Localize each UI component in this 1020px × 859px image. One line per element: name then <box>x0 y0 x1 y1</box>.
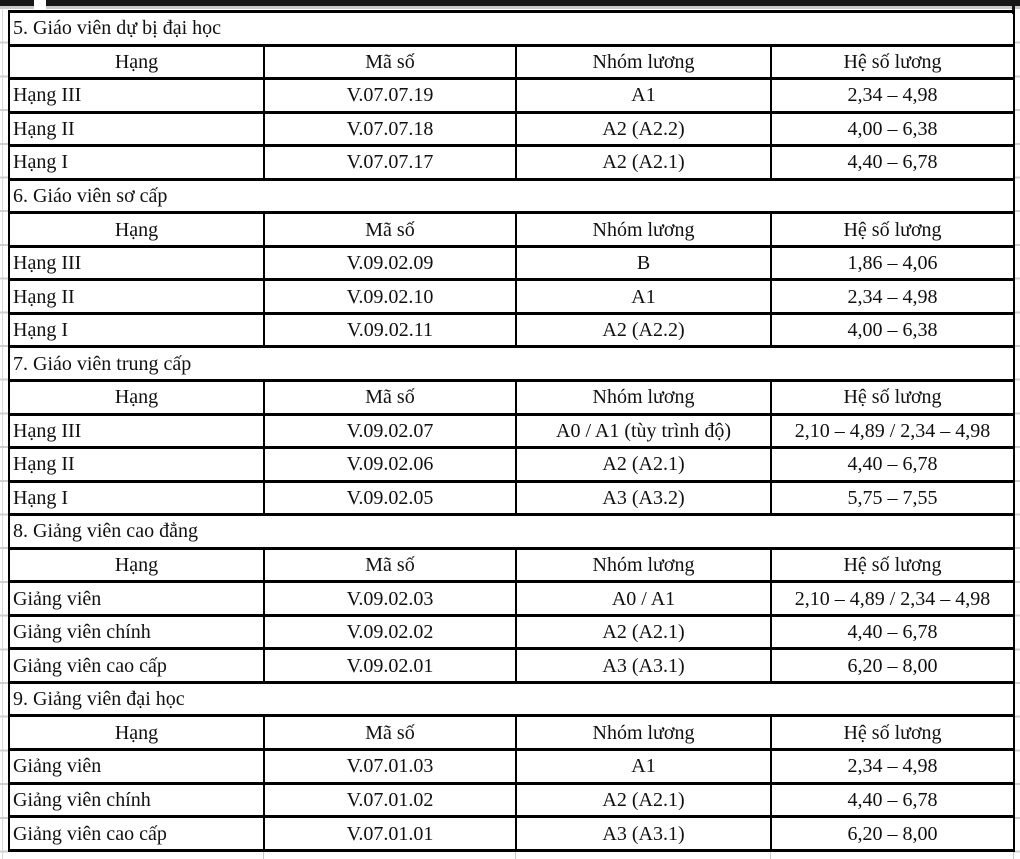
column-header-rank: Hạng <box>9 213 264 247</box>
section-title: 7. Giáo viên trung cấp <box>9 347 1014 381</box>
cell-salary-coefficient: 4,40 – 6,78 <box>771 448 1014 482</box>
column-header-salary-coefficient: Hệ số lương <box>771 213 1014 247</box>
column-header-salary-coefficient: Hệ số lương <box>771 716 1014 750</box>
cell-salary-group: A1 <box>516 280 771 314</box>
cell-salary-coefficient: 4,40 – 6,78 <box>771 783 1014 817</box>
cell-rank: Hạng II <box>9 112 264 146</box>
cell-salary-coefficient: 2,10 – 4,89 / 2,34 – 4,98 <box>771 582 1014 616</box>
top-bar-gap <box>34 0 46 9</box>
cell-code: V.09.02.11 <box>264 313 516 347</box>
cell-code: V.07.01.01 <box>264 817 516 851</box>
cell-salary-coefficient: 2,34 – 4,98 <box>771 280 1014 314</box>
faint-gridline-stub <box>263 852 264 859</box>
cell-rank: Giảng viên cao cấp <box>9 817 264 851</box>
cell-rank: Hạng III <box>9 414 264 448</box>
cell-rank: Giảng viên <box>9 582 264 616</box>
column-header-salary-group: Nhóm lương <box>516 45 771 79</box>
cell-salary-coefficient: 4,40 – 6,78 <box>771 146 1014 180</box>
cell-salary-group: A2 (A2.1) <box>516 783 771 817</box>
cell-rank: Hạng II <box>9 448 264 482</box>
section-9-header-row <box>9 716 1014 750</box>
section-title: 6. Giáo viên sơ cấp <box>9 179 1014 213</box>
cell-code: V.09.02.02 <box>264 615 516 649</box>
cell-salary-group: A2 (A2.1) <box>516 146 771 180</box>
table-row <box>9 280 1014 314</box>
section-title: 8. Giảng viên cao đẳng <box>9 515 1014 549</box>
section-7-title-row <box>9 347 1014 381</box>
section-8-header-row <box>9 548 1014 582</box>
cell-salary-group: A1 <box>516 79 771 113</box>
column-header-code: Mã số <box>264 548 516 582</box>
column-header-rank: Hạng <box>9 45 264 79</box>
column-header-rank: Hạng <box>9 381 264 415</box>
section-5-title-row <box>9 12 1014 46</box>
cell-salary-coefficient: 2,34 – 4,98 <box>771 79 1014 113</box>
table-row <box>9 817 1014 851</box>
faint-gridline-stub <box>1013 852 1014 859</box>
section-title: 5. Giáo viên dự bị đại học <box>9 12 1014 46</box>
column-header-salary-group: Nhóm lương <box>516 213 771 247</box>
cell-salary-group: A2 (A2.2) <box>516 313 771 347</box>
table-row <box>9 313 1014 347</box>
faint-gridline-stub <box>515 852 516 859</box>
cell-salary-group: A2 (A2.2) <box>516 112 771 146</box>
cell-rank: Giảng viên chính <box>9 615 264 649</box>
cell-salary-coefficient: 2,34 – 4,98 <box>771 750 1014 784</box>
column-header-code: Mã số <box>264 45 516 79</box>
cell-code: V.07.07.19 <box>264 79 516 113</box>
cell-salary-group: A3 (A3.2) <box>516 481 771 515</box>
cell-salary-group: A2 (A2.1) <box>516 448 771 482</box>
cropped-row-shadow <box>0 6 1020 9</box>
cell-salary-coefficient: 5,75 – 7,55 <box>771 481 1014 515</box>
column-header-salary-coefficient: Hệ số lương <box>771 45 1014 79</box>
cell-salary-coefficient: 4,00 – 6,38 <box>771 112 1014 146</box>
table-row <box>9 79 1014 113</box>
cell-salary-group: A1 <box>516 750 771 784</box>
cell-rank: Hạng I <box>9 313 264 347</box>
cell-salary-coefficient: 6,20 – 8,00 <box>771 817 1014 851</box>
table-row <box>9 582 1014 616</box>
cell-code: V.09.02.06 <box>264 448 516 482</box>
column-header-salary-coefficient: Hệ số lương <box>771 381 1014 415</box>
cell-code: V.09.02.05 <box>264 481 516 515</box>
section-9-title-row <box>9 682 1014 716</box>
section-5-header-row <box>9 45 1014 79</box>
cell-rank: Hạng III <box>9 79 264 113</box>
cell-salary-coefficient: 4,00 – 6,38 <box>771 313 1014 347</box>
cell-code: V.09.02.10 <box>264 280 516 314</box>
column-header-code: Mã số <box>264 213 516 247</box>
section-6-title-row <box>9 179 1014 213</box>
section-6-header-row <box>9 213 1014 247</box>
cell-code: V.09.02.07 <box>264 414 516 448</box>
cell-rank: Giảng viên <box>9 750 264 784</box>
column-header-rank: Hạng <box>9 716 264 750</box>
cell-salary-group: A3 (A3.1) <box>516 649 771 683</box>
table-row <box>9 481 1014 515</box>
cell-salary-group: A3 (A3.1) <box>516 817 771 851</box>
column-header-code: Mã số <box>264 716 516 750</box>
cell-salary-coefficient: 1,86 – 4,06 <box>771 246 1014 280</box>
column-header-code: Mã số <box>264 381 516 415</box>
table-row <box>9 146 1014 180</box>
table-row <box>9 615 1014 649</box>
column-header-salary-coefficient: Hệ số lương <box>771 548 1014 582</box>
faint-gridline-left <box>2 8 3 859</box>
table-row <box>9 750 1014 784</box>
cell-salary-coefficient: 2,10 – 4,89 / 2,34 – 4,98 <box>771 414 1014 448</box>
cell-rank: Hạng I <box>9 481 264 515</box>
salary-classification-table <box>8 10 1015 852</box>
cell-rank: Giảng viên cao cấp <box>9 649 264 683</box>
table-row <box>9 112 1014 146</box>
cell-rank: Hạng II <box>9 280 264 314</box>
cell-code: V.09.02.09 <box>264 246 516 280</box>
cell-salary-group: A2 (A2.1) <box>516 615 771 649</box>
table-row <box>9 649 1014 683</box>
cell-salary-group: A0 / A1 (tùy trình độ) <box>516 414 771 448</box>
cell-code: V.07.01.03 <box>264 750 516 784</box>
cell-code: V.07.07.18 <box>264 112 516 146</box>
cell-code: V.09.02.01 <box>264 649 516 683</box>
cell-code: V.09.02.03 <box>264 582 516 616</box>
cell-salary-coefficient: 6,20 – 8,00 <box>771 649 1014 683</box>
cell-code: V.07.07.17 <box>264 146 516 180</box>
table-row <box>9 246 1014 280</box>
section-title: 9. Giảng viên đại học <box>9 682 1014 716</box>
cell-code: V.07.01.02 <box>264 783 516 817</box>
cell-rank: Hạng III <box>9 246 264 280</box>
cell-rank: Hạng I <box>9 146 264 180</box>
section-8-title-row <box>9 515 1014 549</box>
table-row <box>9 448 1014 482</box>
column-header-salary-group: Nhóm lương <box>516 716 771 750</box>
cell-rank: Giảng viên chính <box>9 783 264 817</box>
table-row <box>9 414 1014 448</box>
column-header-rank: Hạng <box>9 548 264 582</box>
column-header-salary-group: Nhóm lương <box>516 548 771 582</box>
cell-salary-group: A0 / A1 <box>516 582 771 616</box>
cell-salary-coefficient: 4,40 – 6,78 <box>771 615 1014 649</box>
cell-salary-group: B <box>516 246 771 280</box>
section-7-header-row <box>9 381 1014 415</box>
faint-gridline-stub <box>770 852 771 859</box>
table-row <box>9 783 1014 817</box>
column-header-salary-group: Nhóm lương <box>516 381 771 415</box>
